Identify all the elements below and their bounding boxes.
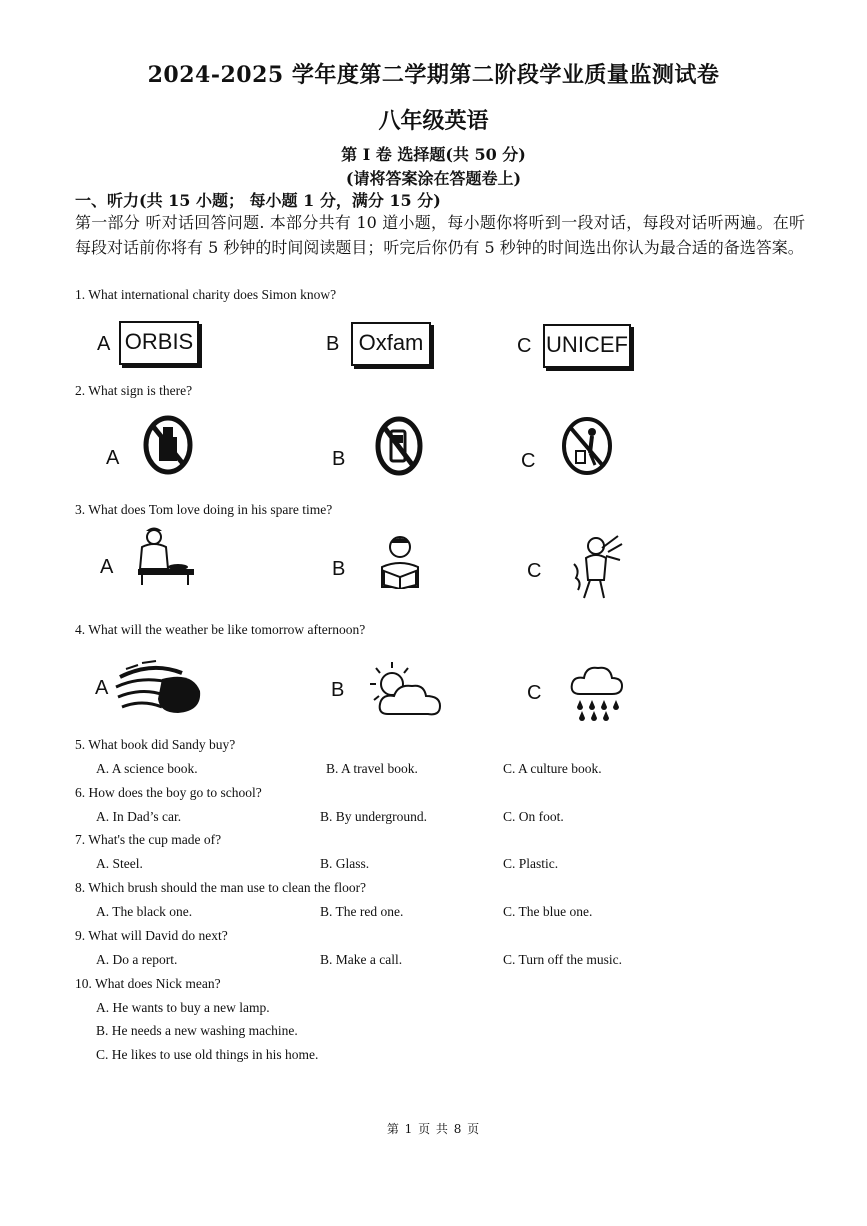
q3-option-a-letter: A [100, 556, 114, 578]
unicef-logo: UNICEF [543, 324, 631, 368]
reading-icon [376, 533, 424, 589]
q2-option-b-letter: B [332, 448, 346, 470]
q6-option-c: C. On foot. [503, 809, 564, 824]
question-4: 4. What will the weather be like tomorrow afternoon? [75, 622, 366, 637]
q1-option-b-letter: B [326, 333, 340, 355]
q2-option-c-letter: C [521, 450, 536, 472]
section-note: (请将答案涂在答题卷上) [345, 169, 522, 188]
q9-option-a: A. Do a report. [96, 952, 178, 967]
q7-option-b: B. Glass. [320, 856, 370, 871]
question-2: 2. What sign is there? [75, 383, 193, 398]
q4-option-b-letter: B [331, 679, 345, 701]
q8-option-a: A. The black one. [96, 904, 193, 919]
q4-option-a-letter: A [95, 677, 109, 699]
q2-option-a-letter: A [106, 447, 120, 469]
no-littering-sign-icon [560, 415, 614, 477]
q6-option-a: A. In Dad’s car. [96, 809, 182, 824]
rainy-icon [568, 660, 624, 722]
q10-option-a: A. He wants to buy a new lamp. [96, 1000, 270, 1015]
q8-option-b: B. The red one. [320, 904, 404, 919]
q4-option-c-letter: C [527, 682, 542, 704]
q5-option-b: B. A travel book. [326, 761, 418, 776]
q5-option-c: C. A culture book. [503, 761, 602, 776]
question-1: 1. What international charity does Simon know? [75, 287, 337, 302]
listening-instructions: 第一部分 听对话回答问题. 本部分共有 10 道小题，每小题你将听到一段对话，每段对话听两遍。在听每段对话前你将有 5 秒钟的时间阅读题目；听完后你仍有 5 秒钟的时间选出你认为最合适的备选答案。 [75, 213, 805, 257]
q3-option-b-letter: B [332, 558, 346, 580]
partly-cloudy-icon [366, 660, 442, 720]
q1-option-c-letter: C [517, 335, 532, 357]
question-6: 6. How does the boy go to school? [75, 785, 262, 800]
question-3: 3. What does Tom love doing in his spare time? [75, 502, 333, 517]
q3-option-c-letter: C [527, 560, 542, 582]
cooking-icon [128, 527, 196, 587]
q5-option-a: A. A science book. [96, 761, 198, 776]
question-7: 7. What's the cup made of? [75, 832, 222, 847]
question-10: 10. What does Nick mean? [75, 976, 221, 991]
q1-option-a-letter: A [97, 333, 111, 355]
windy-icon [112, 657, 208, 721]
q7-option-c: C. Plastic. [503, 856, 559, 871]
exam-title: 2024-2025 学年度第二学期第二阶段学业质量监测试卷 [147, 62, 720, 88]
q7-option-a: A. Steel. [96, 856, 143, 871]
no-phone-sign-icon [374, 415, 424, 477]
question-5: 5. What book did Sandy buy? [75, 737, 236, 752]
listening-heading: 一、听力(共 15 小题； 每小题 1 分，满分 15 分) [75, 191, 441, 210]
q6-option-b: B. By underground. [320, 809, 427, 824]
page-number: 第 1 页 共 8 页 [386, 1122, 481, 1136]
q10-option-c: C. He likes to use old things in his home. [96, 1047, 319, 1062]
playing-music-icon [568, 530, 624, 600]
orbis-logo: ORBIS [119, 321, 199, 365]
q10-option-b: B. He needs a new washing machine. [96, 1023, 298, 1038]
question-8: 8. Which brush should the man use to clean the floor? [75, 880, 367, 895]
exam-subtitle: 八年级英语 [378, 108, 489, 134]
no-drinks-sign-icon [142, 415, 194, 475]
q8-option-c: C. The blue one. [503, 904, 593, 919]
oxfam-logo: Oxfam [351, 322, 431, 366]
section-heading: 第 I 卷 选择题(共 50 分) [341, 145, 526, 164]
q9-option-c: C. Turn off the music. [503, 952, 623, 967]
question-9: 9. What will David do next? [75, 928, 228, 943]
q9-option-b: B. Make a call. [320, 952, 403, 967]
